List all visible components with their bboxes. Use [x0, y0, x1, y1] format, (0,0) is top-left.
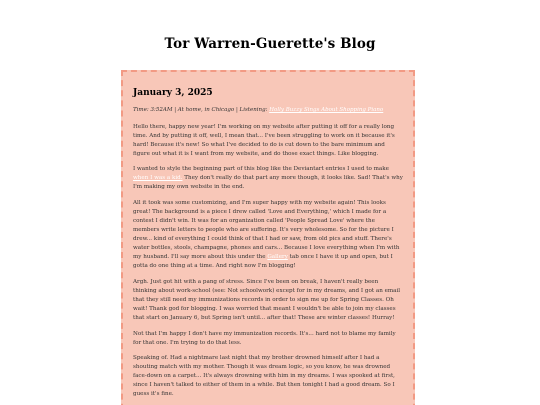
paragraph-text: All it took was some customizing, and I'm super happy with my website again! This looks great! The background is a piece I drew called 'Love and Everything,' which I made for a contest I didn't win. It was for an organization called 'People Spread Love' where the members write letters to people who are suffering. It's very wholesome. So for the picture I drew... kind of everything I could think of that I had or saw, from old pics and stuff. There's water bottles, stools, champagne, phones and cars... Because I love everything when I'm with my husband. I'll say more about this under the — [133, 200, 400, 261]
listening-link[interactable]: Holly Buzzy Sings About Shopping Piano — [269, 107, 384, 113]
paragraph-text: I wanted to style the beginning part of this blog like the Deviantart entries I used to make — [133, 166, 389, 173]
paragraph-text: tab once I have it up and open, but I gotta do one thing at a time. And right now I'm blogging! — [133, 254, 393, 270]
entry-paragraph — [133, 199, 403, 271]
gallery-link[interactable]: Gallery — [267, 254, 288, 261]
blog-title: Tor Warren-Guerette's Blog — [164, 36, 376, 52]
entry-meta-text: Time: 3:52AM | At home, in Chicago | Listening: — [133, 107, 270, 113]
entry-date: January 3, 2025 — [133, 88, 213, 98]
entry-meta — [133, 107, 403, 115]
entry-paragraph: Argh. Just got hit with a pang of stress. Since I've been on break, I haven't really been thinking about work-school (see: Not schoolwork) except for in my dreams, and I got an email that they still need my immunizations records in order to sign me up for Spring Classes. Oh wait! Thank god for blogging. I was worried that meant I wouldn't be able to join my classes that start on January 6, but Spring isn't until... after that! These are winter classes! Hurray! — [133, 278, 401, 322]
entry-paragraph — [133, 165, 403, 192]
entry-paragraph: Speaking of. Had a nightmare last night that my brother drowned himself after I had a shouting match with my mother. Though it was dream logic, so you know, he was drowned face-down on a carpet... It's always drowning with him in my dreams. I was spooked at first, since I haven't talked to either of them in a while. But then tonight I had a good dream. So I guess it's fine. — [133, 355, 395, 398]
entry-body — [133, 123, 403, 400]
deviantart-link[interactable]: when I was a kid. — [133, 175, 183, 182]
entry-paragraph: Hello there, happy new year! I'm working on my website after putting it off for a really long time. And by putting it off, well, I mean that... I've been struggling to work on it because it's hard! Because it's new! So what I've decided to do is cut down to the bare minimum and figure out what it is I want from my website, and do those exact things. Like blogging. — [133, 123, 395, 157]
paragraph-text: They don't really do that part any more though, it looks like. Sad! That's why I'm making my own website in the end. — [133, 175, 403, 191]
blog-entry — [121, 70, 415, 405]
entry-paragraph: Not that I'm happy I don't have my immunization records. It's... hard not to blame my family for that one. I'm trying to do that less. — [133, 330, 396, 346]
